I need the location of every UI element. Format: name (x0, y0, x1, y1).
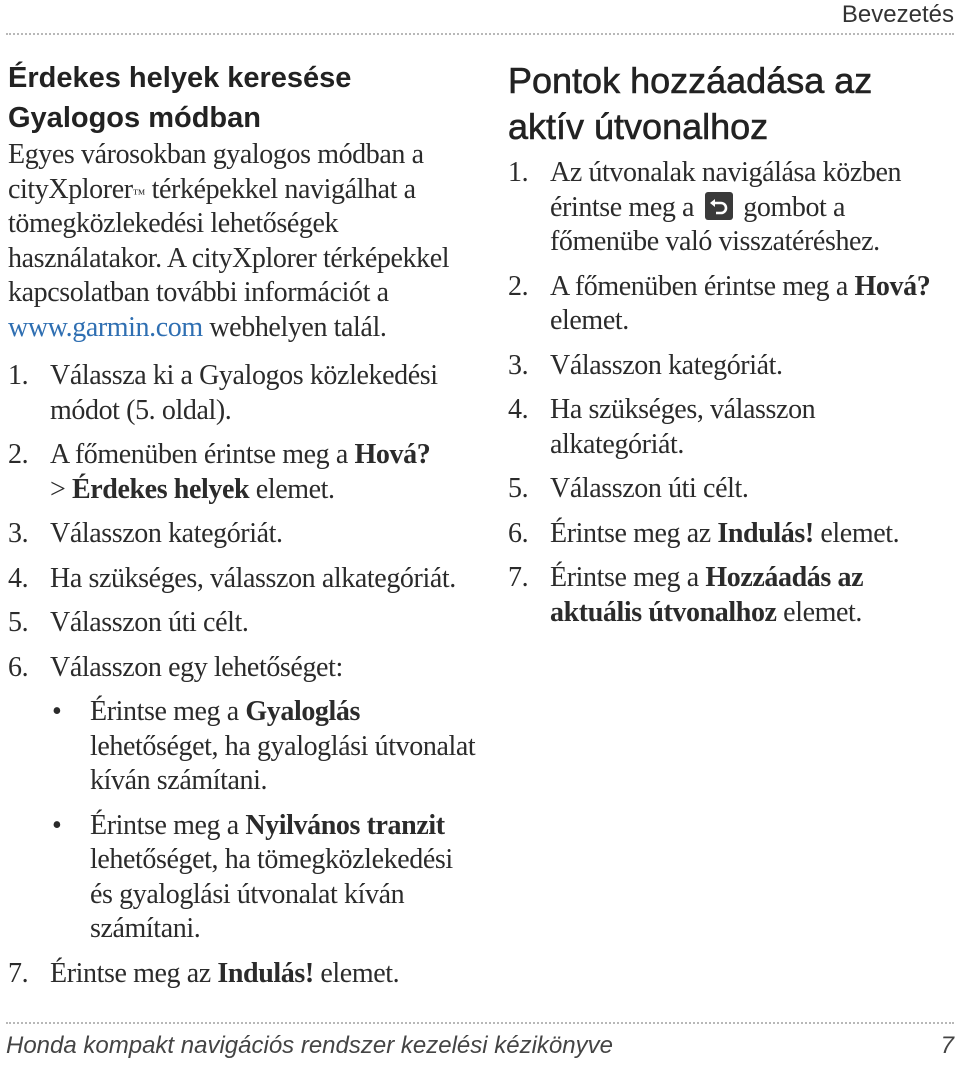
step-text: Érintse meg az (50, 957, 218, 989)
intro-text-2: térképekkel navigálhat a tömegközlekedési lehetőségek használatakor. A cityXplorer térképekkel kapcsolatban további információt a (8, 173, 450, 308)
bullet-dot: • (52, 809, 62, 841)
step-text: A főmenüben érintse meg a (50, 439, 355, 470)
right-step-5 (508, 472, 953, 507)
bullet-bold-label: Gyaloglás (245, 696, 360, 727)
step-text: Válassza ki a Gyalogos közlekedési módot (5. oldal). (50, 360, 438, 426)
footer-title: Honda kompakt navigációs rendszer kezelési kézikönyve (6, 1032, 613, 1059)
right-step-6 (508, 517, 953, 552)
step-number: 2. (508, 270, 529, 302)
step-text: Érintse meg az (550, 517, 718, 549)
step-bold-label: Hozzáadás az aktuális útvonalhoz (550, 562, 864, 628)
step-bold-label: Hová? (354, 439, 431, 470)
left-step-1 (8, 359, 478, 428)
step-number: 5. (8, 607, 29, 638)
bottom-divider (6, 1022, 954, 1024)
step-number: 3. (508, 349, 529, 381)
intro-paragraph (8, 138, 478, 345)
left-step-4 (8, 562, 478, 597)
step-bold-label: Érdekes helyek (72, 473, 250, 505)
step-number: 4. (8, 562, 29, 594)
left-step-7 (8, 957, 478, 992)
step-text: elemet. (249, 473, 335, 505)
step-text: Válasszon egy lehetőséget: (50, 651, 343, 683)
step-number: 3. (8, 518, 29, 549)
step-text: A főmenüben érintse meg a (550, 270, 855, 302)
step-number: 5. (508, 473, 529, 504)
step-number: 6. (508, 517, 529, 549)
bullet-text: Érintse meg a (90, 809, 246, 841)
step-text: elemet. (550, 305, 629, 336)
step-number: 6. (8, 651, 29, 683)
bullet-text: Érintse meg a (90, 696, 246, 727)
right-step-1 (508, 156, 953, 260)
right-step-4 (508, 393, 953, 462)
step-text: elemet. (313, 957, 400, 989)
step-separator: > (50, 473, 72, 505)
intro-text-3: webhelyen talál. (202, 311, 387, 343)
step-number: 2. (8, 439, 29, 470)
left-step-5 (8, 606, 478, 641)
step-text: Válasszon úti célt. (550, 473, 749, 504)
back-arrow-icon (705, 192, 733, 220)
step-text: Válasszon úti célt. (50, 607, 249, 638)
right-step-3 (508, 349, 953, 384)
intro-text-1: Egyes városokban gyalogos módban a cityXplorer (8, 139, 424, 205)
bullet-text: lehetőséget, ha tömegközlekedési és gyaloglási útvonalat kíván számítani. (90, 844, 453, 944)
bullet-dot: • (52, 696, 62, 727)
step-text: Ha szükséges, válasszon alkategóriát. (50, 562, 456, 594)
step-text: Az útvonalak navigálása közben érintse meg a (550, 157, 902, 223)
step-number: 1. (508, 157, 529, 188)
step-bold-label: Indulás! (217, 957, 314, 989)
left-step-3 (8, 517, 478, 552)
section-label: Bevezetés (841, 1, 954, 28)
step-text: elemet. (813, 517, 900, 549)
left-step-2 (8, 438, 478, 507)
step-number: 7. (8, 957, 29, 989)
left-step-6 (8, 651, 478, 947)
left-heading: Érdekes helyek keresése Gyalogos módban (8, 62, 352, 134)
step-number: 4. (508, 394, 529, 425)
option-walking (50, 695, 478, 799)
step-text: Válasszon kategóriát. (50, 518, 283, 549)
step-bold-label: Indulás! (717, 517, 814, 549)
garmin-link[interactable]: www.garmin.com (8, 311, 203, 343)
page-number: 7 (940, 1032, 954, 1059)
step-number: 7. (508, 562, 529, 593)
step-bold-label: Hová? (854, 270, 931, 302)
step-text: gombot a főmenübe való visszatéréshez. (550, 191, 880, 257)
step-text: elemet. (776, 596, 862, 628)
top-divider (6, 33, 954, 35)
step-number: 1. (8, 360, 29, 391)
left-steps-list (8, 359, 478, 991)
bullet-text: lehetőséget, ha gyaloglási útvonalat kíván számítani. (90, 730, 476, 796)
step-text: Ha szükséges, válasszon alkategóriát. (550, 394, 816, 460)
right-step-7 (508, 561, 953, 630)
right-column (508, 58, 953, 640)
bullet-bold-label: Nyilvános tranzit (245, 809, 445, 841)
step-text: Érintse meg a (550, 562, 706, 593)
right-steps-list (508, 156, 953, 630)
right-step-2 (508, 270, 953, 339)
right-heading: Pontok hozzáadása az aktív útvonalhoz (508, 60, 873, 147)
left-column (8, 58, 478, 1001)
trademark-mark: ™ (132, 185, 146, 201)
option-public-transit (50, 809, 478, 947)
step-text: Válasszon kategóriát. (550, 349, 783, 381)
options-list (50, 695, 478, 947)
